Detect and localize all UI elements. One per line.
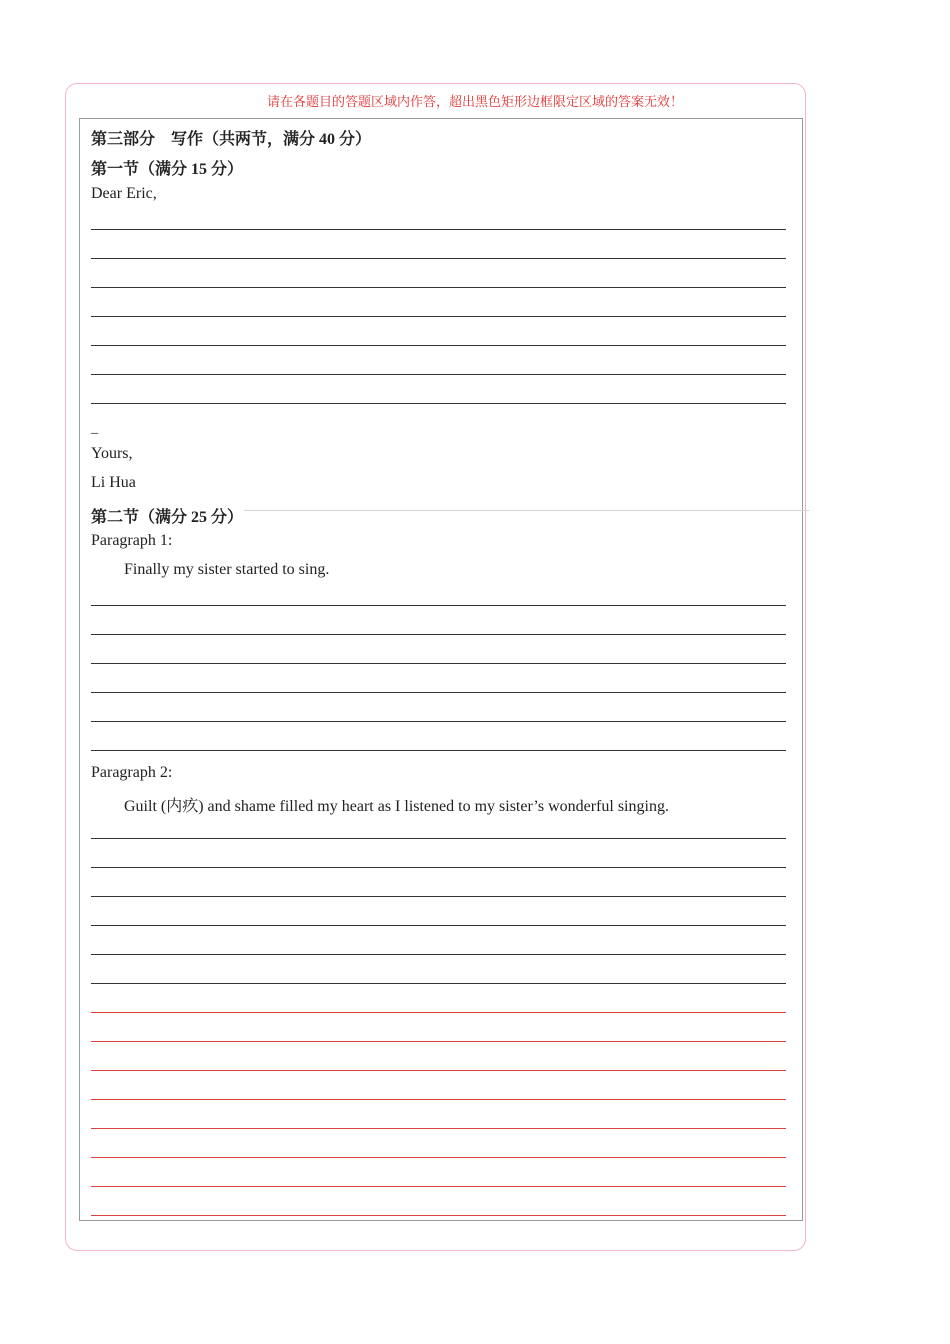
writing-line-red[interactable] bbox=[91, 1186, 786, 1187]
writing-line-red[interactable] bbox=[91, 1070, 786, 1071]
writing-line[interactable] bbox=[91, 403, 786, 404]
writing-line[interactable] bbox=[91, 925, 786, 926]
writing-line-red[interactable] bbox=[91, 1215, 786, 1216]
paragraph1-opening-sentence: Finally my sister started to sing. bbox=[124, 561, 330, 578]
writing-line-red[interactable] bbox=[91, 1041, 786, 1042]
writing-line[interactable] bbox=[91, 721, 786, 722]
writing-line[interactable] bbox=[91, 750, 786, 751]
answer-area-frame bbox=[79, 118, 803, 1221]
writing-line[interactable] bbox=[91, 605, 786, 606]
writing-line-red[interactable] bbox=[91, 1157, 786, 1158]
writing-line[interactable] bbox=[91, 316, 786, 317]
writing-line[interactable] bbox=[91, 838, 786, 839]
part-title: 第三部分 写作（共两节，满分 40 分） bbox=[91, 131, 372, 148]
writing-line[interactable] bbox=[91, 374, 786, 375]
writing-line[interactable] bbox=[91, 229, 786, 230]
section-divider bbox=[244, 510, 809, 511]
paragraph1-label: Paragraph 1: bbox=[91, 532, 173, 549]
letter-closing: Yours, bbox=[91, 445, 133, 462]
writing-line[interactable] bbox=[91, 983, 786, 984]
writing-line[interactable] bbox=[91, 954, 786, 955]
trailing-underscore: _ bbox=[91, 421, 98, 436]
writing-line-red[interactable] bbox=[91, 1099, 786, 1100]
writing-line[interactable] bbox=[91, 663, 786, 664]
writing-line-red[interactable] bbox=[91, 1012, 786, 1013]
writing-line[interactable] bbox=[91, 867, 786, 868]
paragraph2-opening-sentence: Guilt (内疚) and shame filled my heart as I listened to my sister’s wonderful singing. bbox=[124, 798, 669, 815]
paragraph2-label: Paragraph 2: bbox=[91, 764, 173, 781]
writing-line[interactable] bbox=[91, 634, 786, 635]
section2-title: 第二节（满分 25 分） bbox=[91, 509, 244, 526]
writing-line-red[interactable] bbox=[91, 1128, 786, 1129]
letter-signature: Li Hua bbox=[91, 474, 136, 491]
writing-line[interactable] bbox=[91, 692, 786, 693]
section1-title: 第一节（满分 15 分） bbox=[91, 161, 244, 178]
writing-line[interactable] bbox=[91, 258, 786, 259]
writing-line[interactable] bbox=[91, 345, 786, 346]
answer-area-notice: 请在各题目的答题区域内作答，超出黑色矩形边框限定区域的答案无效！ bbox=[266, 94, 683, 109]
writing-line[interactable] bbox=[91, 896, 786, 897]
writing-line[interactable] bbox=[91, 287, 786, 288]
letter-salutation: Dear Eric, bbox=[91, 185, 157, 202]
